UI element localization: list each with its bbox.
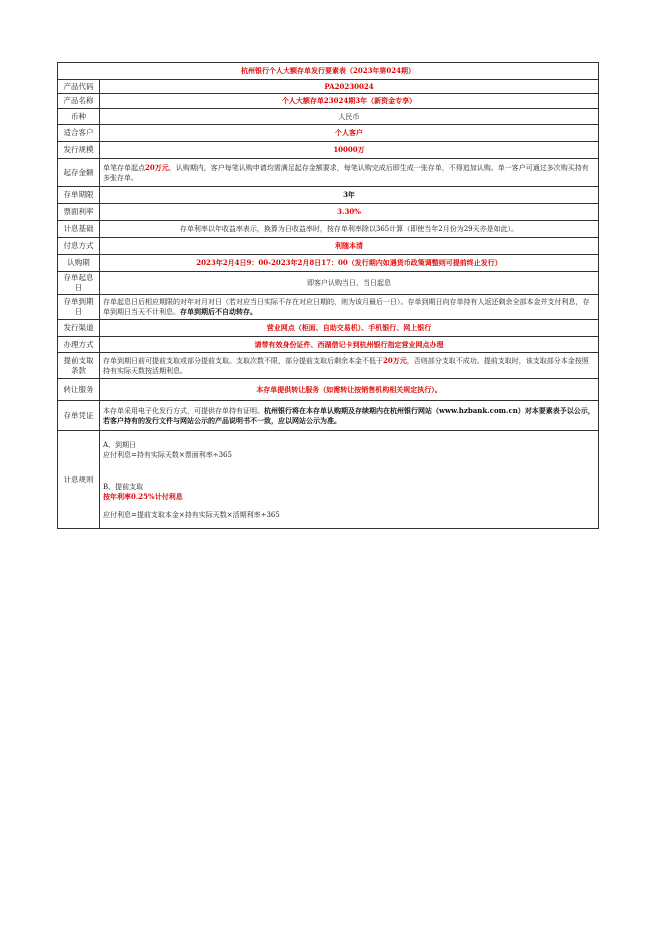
row-payment [58,238,599,255]
label-interest-rules: 计息规则 [58,431,100,529]
value-early-withdrawal [100,353,599,379]
maturity-bold: 存单到期后不自动转存。 [180,307,257,316]
value-rate: 3.30% [100,204,599,221]
value-period: 2023年2月4日9：00-2023年2月8日17：00（发行期内如遇货币政策调整则可提前终止发行） [100,255,599,272]
voucher-bold: 杭州银行将在本存单认购期及存续期内在杭州银行网站（www.hzbank.com.cn）对本要素表予以公示，若客户持有的发行文件与网站公示的产品说明书不一致，应以网站公示为准。 [103,405,595,425]
early-post: ，否则部分支取不成功。提前支取时，该支取部分本金按照持有实际天数按活期利息。 [103,356,589,375]
row-voucher [58,401,599,431]
value-channel: 营业网点（柜面、自助交易机）、手机银行、网上银行 [100,320,599,337]
row-start-date [58,272,599,295]
value-payment: 利随本清 [100,238,599,255]
rule-b-formula: 应付利息=提前支取本金×持有实际天数×活期利率÷365 [103,510,280,519]
row-product-code [58,80,599,94]
value-product-code: PA20230024 [100,80,599,94]
row-currency [58,109,599,125]
row-rate [58,204,599,221]
label-procedure: 办理方式 [58,337,100,353]
label-rate: 票面利率 [58,204,100,221]
row-period [58,255,599,272]
voucher-pre: 本存单采用电子化发行方式，可提供存单持有证明。 [103,406,264,415]
early-highlight: 20万元 [383,355,407,365]
row-procedure [58,337,599,353]
row-min-amount [58,159,599,187]
label-currency: 币种 [58,109,100,125]
value-transfer: 本存单提供转让服务（如需转让按销售机构相关规定执行）。 [100,379,599,401]
row-interest-rules [58,431,599,529]
label-period: 认购期 [58,255,100,272]
row-scale [58,142,599,159]
value-customer: 个人客户 [100,125,599,142]
row-customer [58,125,599,142]
value-voucher [100,401,599,431]
label-customer: 适合客户 [58,125,100,142]
min-amount-highlight: 20万元 [145,162,169,172]
product-elements-table [57,62,599,529]
title-row [58,63,599,80]
row-early-withdrawal [58,353,599,379]
value-start-date: 即客户认购当日，当日起息 [100,272,599,295]
value-interest-basis: 存单利率以年收益率表示，换算为日收益率时，按存单利率除以365计算（即使当年2月份为29天亦是如此）。 [100,221,599,238]
rule-a-title: A、到期日 [103,440,137,449]
label-voucher: 存单凭证 [58,401,100,431]
label-product-code: 产品代码 [58,80,100,94]
maturity-text: 存单起息日后相应期限的对年对月对日（若对应当日实际不存在对应日期的，则为该月最后一日）。存单到期日向存单持有人返还剩余全部本金并支付利息，存单到期日当天不计利息。 [103,298,590,316]
value-maturity [100,295,599,320]
value-product-name: 个人大额存单23024期3年（新资金专享） [100,94,599,109]
sheet-title: 杭州银行个人大额存单发行要素表（2023年第024期） [58,63,599,80]
row-channel [58,320,599,337]
row-product-name [58,94,599,109]
early-pre: 存单到期日前可提前支取或部分提前支取。支取次数不限，部分提前支取后剩余本金不低于 [103,356,383,365]
rule-b-title: B、提前支取 [103,482,144,491]
rule-b-note: 按年利率0.25%计付利息 [103,491,183,501]
row-maturity [58,295,599,320]
label-channel: 发行渠道 [58,320,100,337]
value-procedure: 请带有效身份证件、西湖借记卡到杭州银行指定营业网点办理 [100,337,599,353]
label-min-amount: 起存金额 [58,159,100,187]
row-transfer [58,379,599,401]
label-scale: 发行规模 [58,142,100,159]
label-early-withdrawal: 提前支取条款 [58,353,100,379]
label-transfer: 转让服务 [58,379,100,401]
value-term: 3年 [100,187,599,204]
label-start-date: 存单起息日 [58,272,100,295]
min-amount-pre: 单笔存单起点 [103,163,145,172]
label-interest-basis: 计息基础 [58,221,100,238]
value-interest-rules [100,431,599,529]
row-term [58,187,599,204]
label-term: 存单期限 [58,187,100,204]
value-scale: 10000万 [100,142,599,159]
row-interest-basis [58,221,599,238]
label-maturity: 存单到期日 [58,295,100,320]
label-product-name: 产品名称 [58,94,100,109]
min-amount-post: ，认购期内，客户每笔认购申请均需满足起存金额要求，每笔认购完成后即生成一张存单，不得追加认购。单一客户可通过多次购买持有多张存单。 [103,163,589,182]
label-payment: 付息方式 [58,238,100,255]
value-min-amount [100,159,599,187]
value-currency: 人民币 [100,109,599,125]
rule-a-formula: 应付利息=持有实际天数×票面利率÷365 [103,450,232,459]
